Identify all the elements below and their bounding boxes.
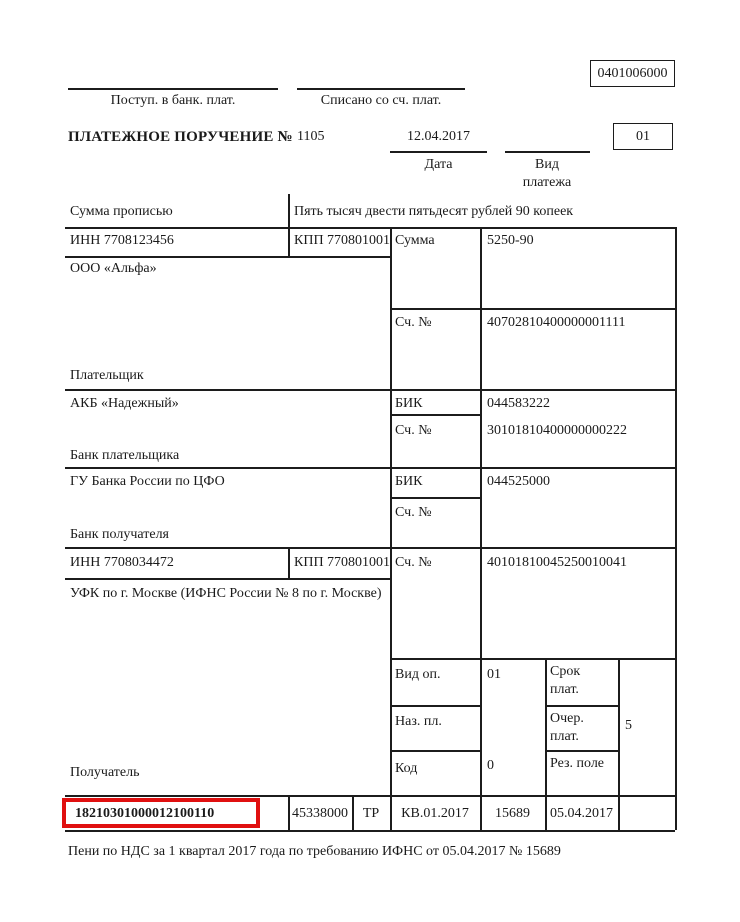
payer-account-label: Сч. № (395, 315, 432, 330)
form-code: 0401006000 (597, 65, 668, 81)
doc-number-value: 15689 (495, 806, 530, 821)
table-line (65, 547, 675, 549)
payer-status: 01 (636, 128, 650, 144)
amount-in-words-value: Пять тысяч двести пятьдесят рублей 90 копеек (294, 204, 574, 219)
table-line (545, 705, 618, 707)
payee-bank-bik-label: БИК (395, 474, 423, 489)
table-line (390, 658, 675, 660)
tax-period-value: КВ.01.2017 (401, 806, 469, 821)
table-line (65, 830, 675, 832)
payer-label: Плательщик (70, 368, 144, 383)
table-line (65, 578, 390, 580)
payer-bank-label: Банк плательщика (70, 448, 180, 463)
form-code-box (590, 60, 675, 87)
payee-name: УФК по г. Москве (ИФНС России № 8 по г. Москве) (70, 586, 382, 601)
payer-bank-bik: 044583222 (487, 396, 550, 411)
kbk-value: 18210301000012100110 (75, 806, 215, 821)
date-label: Дата (424, 157, 453, 172)
payer-bank-name: АКБ «Надежный» (70, 396, 179, 411)
document-title: ПЛАТЕЖНОЕ ПОРУЧЕНИЕ № (68, 129, 293, 145)
table-line (65, 467, 675, 469)
amount-in-words-label: Сумма прописью (70, 204, 173, 219)
table-line (390, 227, 392, 830)
table-line (480, 227, 482, 830)
priority-value: 5 (625, 718, 632, 733)
table-line (390, 497, 480, 499)
payer-name: ООО «Альфа» (70, 261, 157, 276)
code-value: 0 (487, 758, 494, 773)
table-line (65, 389, 675, 391)
table-line (65, 256, 390, 258)
payer-bank-account: 30101810400000000222 (487, 423, 627, 438)
purpose-code-label: Наз. пл. (395, 714, 442, 729)
table-line (390, 750, 480, 752)
op-type-label: Вид оп. (395, 667, 441, 682)
payee-bank-name: ГУ Банка России по ЦФО (70, 474, 225, 489)
payer-kpp: КПП 770801001 (294, 233, 391, 248)
doc-date-value: 05.04.2017 (550, 806, 613, 821)
table-line (390, 308, 675, 310)
code-label: Код (395, 761, 418, 776)
payer-bank-account-label: Сч. № (395, 423, 432, 438)
amount-value: 5250-90 (487, 233, 534, 248)
table-line (288, 194, 290, 256)
payee-label: Получатель (70, 765, 140, 780)
payment-kind-label: Вид платежа (522, 157, 572, 190)
payee-bank-bik: 044525000 (487, 474, 550, 489)
payment-kind-underline (505, 151, 590, 153)
payee-bank-account-label: Сч. № (395, 505, 432, 520)
term-label: Срок плат. (550, 664, 581, 697)
received-label: Поступ. в банк. плат. (110, 93, 236, 108)
table-line (390, 414, 480, 416)
payee-bank-label: Банк получателя (70, 527, 169, 542)
table-line (545, 750, 618, 752)
document-number: 1105 (297, 129, 325, 144)
table-line (390, 705, 480, 707)
op-type-value: 01 (487, 667, 501, 682)
payer-account: 40702810400000001111 (487, 315, 626, 330)
payment-basis-value: ТР (362, 806, 380, 821)
reserve-label: Рез. поле (550, 756, 605, 771)
payee-kpp: КПП 770801001 (294, 555, 391, 570)
payee-account: 40101810045250010041 (487, 555, 627, 570)
payee-inn: ИНН 7708034472 (70, 555, 174, 570)
debited-line (297, 88, 465, 90)
priority-label: Очер. плат. (550, 711, 584, 744)
table-line (288, 547, 290, 578)
table-line (618, 658, 620, 830)
oktmo-value: 45338000 (292, 806, 348, 821)
document-date: 12.04.2017 (407, 129, 470, 144)
debited-label: Списано со сч. плат. (320, 93, 442, 108)
table-line (65, 795, 675, 797)
payer-bank-bik-label: БИК (395, 396, 423, 411)
date-underline (390, 151, 487, 153)
amount-label: Сумма (395, 233, 435, 248)
payee-account-label: Сч. № (395, 555, 432, 570)
table-line (65, 227, 675, 229)
received-line (68, 88, 278, 90)
table-line (675, 227, 677, 830)
payment-purpose: Пени по НДС за 1 квартал 2017 года по требованию ИФНС от 05.04.2017 № 15689 (68, 844, 561, 859)
payer-inn: ИНН 7708123456 (70, 233, 174, 248)
payer-status-box (613, 123, 673, 150)
